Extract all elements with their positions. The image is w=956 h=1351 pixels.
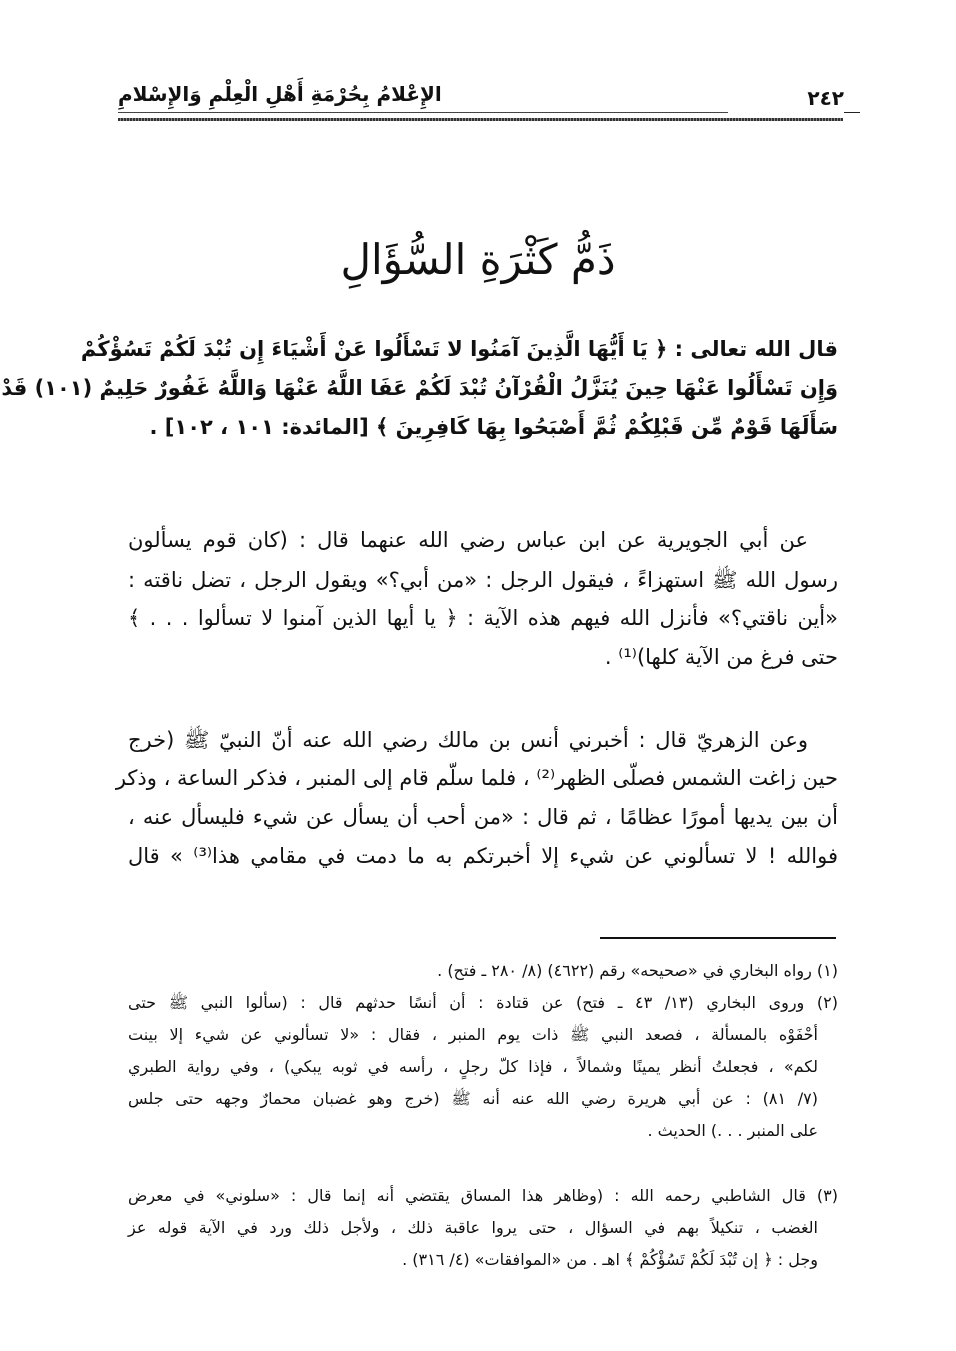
footnote-2-line: (٧/ ٨١) : عن أبي هريرة رضي الله عنه أنه ﷺ (خرج وهو غضبان محمارٌ وجهه حتى جلس xyxy=(128,1089,819,1108)
footnote-2-line: (٢) وروى البخاري (١٣/ ٤٣ ـ فتح) عن قتادة : أن أنسًا حدثهم قال : (سألوا النبي ﷺ حتى xyxy=(128,993,838,1012)
footnote-2-line: على المنبر . . .) الحديث . xyxy=(647,1121,818,1140)
footnote-separator xyxy=(600,937,836,939)
header-rule xyxy=(118,118,843,121)
quran-verse-line: قال الله تعالى : ﴿ يَا أَيُّهَا الَّذِينَ آمَنُوا لا تَسْأَلُوا عَنْ أَشْيَاءَ إِن تُبْدَ لَكُمْ تَسُؤْكُمْ xyxy=(80,337,838,361)
page-number: ٢٤٢ xyxy=(807,86,844,110)
header-rule-thin xyxy=(118,112,728,113)
paragraph-line: عن أبي الجويرية عن ابن عباس رضي الله عنهما قال : (كان قوم يسألون xyxy=(128,528,808,552)
footnote-2-line: لكم» ، فجعلتُ أنظر يمينًا وشمالاً ، فإذا كلّ رجلٍ ، رأسه في ثوبه يبكي) ، وفي رواية الطبري xyxy=(128,1057,818,1076)
footnote-2-line: أحْفَوْه بالمسألة ، فصعد النبي ﷺ ذات يوم المنبر ، فقال : «لا تسألوني عن شيء إلا بينت xyxy=(128,1025,818,1044)
chapter-title: ذَمُّ كَثْرَةِ السُّؤَالِ xyxy=(340,235,616,284)
quran-verse-line: سَأَلَهَا قَوْمٌ مِّن قَبْلِكُمْ ثُمَّ أَصْبَحُوا بِهَا كَافِرِينَ ﴾ [المائدة: ١٠١ ، ١٠٢] . xyxy=(149,415,838,439)
paragraph-line: رسول الله ﷺ استهزاءً ، فيقول الرجل : «من أبي؟» ويقول الرجل ، تضل ناقته : xyxy=(128,568,838,592)
paragraph-line: حين زاغت الشمس فصلّى الظهر⁽²⁾ ، فلما سلّم قام إلى المنبر ، فذكر الساعة ، وذكر xyxy=(115,766,838,790)
footnote-3-line: وجل : ﴿ إن تُبْدَ لَكُمْ تَسُؤْكُمْ ﴾ اهـ . من «الموافقات» (٤/ ٣١٦) . xyxy=(402,1250,818,1269)
quran-verse-line: وَإِن تَسْأَلُوا عَنْهَا حِينَ يُنَزَّلُ الْقُرْآنُ تُبْدَ لَكُمْ عَفَا اللَّهُ عَنْهَا وَاللَّهُ غَفُورٌ حَلِيمٌ (١٠١) قَدْ xyxy=(1,376,838,400)
paragraph-line: «أين ناقتي؟» فأنزل الله فيهم هذه الآية : ﴿ يا أيها الذين آمنوا لا تسألوا . . . ﴾ xyxy=(128,606,838,630)
footnote-3-line: (٣) قال الشاطبي رحمه الله : (وظاهر هذا المساق يقتضي أنه إنما قال : «سلوني» في معرض xyxy=(128,1186,838,1205)
paragraph-line: فوالله ! لا تسألوني عن شيء إلا أخبرتكم به ما دمت في مقامي هذا⁽³⁾ » قال xyxy=(128,844,838,868)
footnote-3-line: الغضب ، تنكيلاً بهم في السؤال ، حتى يروا عاقبة ذلك ، ولأجل ذلك ورد في الآية قوله عز xyxy=(128,1218,818,1237)
running-head-book-title: الإِعْلامُ بِحُرْمَةِ أَهْلِ الْعِلْمِ وَالإِسْلامِ xyxy=(118,82,442,106)
paragraph-line: وعن الزهريّ قال : أخبرني أنس بن مالك رضي الله عنه أنّ النبيّ ﷺ (خرج xyxy=(128,728,808,752)
paragraph-line: أن بين يديها أمورًا عظامًا ، ثم قال : «من أحب أن يسأل عن شيء فليسأل عنه ، xyxy=(128,805,838,829)
page-number-dash xyxy=(844,112,860,113)
paragraph-line: حتى فرغ من الآية كلها)⁽¹⁾ . xyxy=(604,645,838,669)
footnote-1: (١) رواه البخاري في «صحيحه» رقم (٤٦٢٢) (٨/ ٢٨٠ ـ فتح) . xyxy=(437,961,838,980)
